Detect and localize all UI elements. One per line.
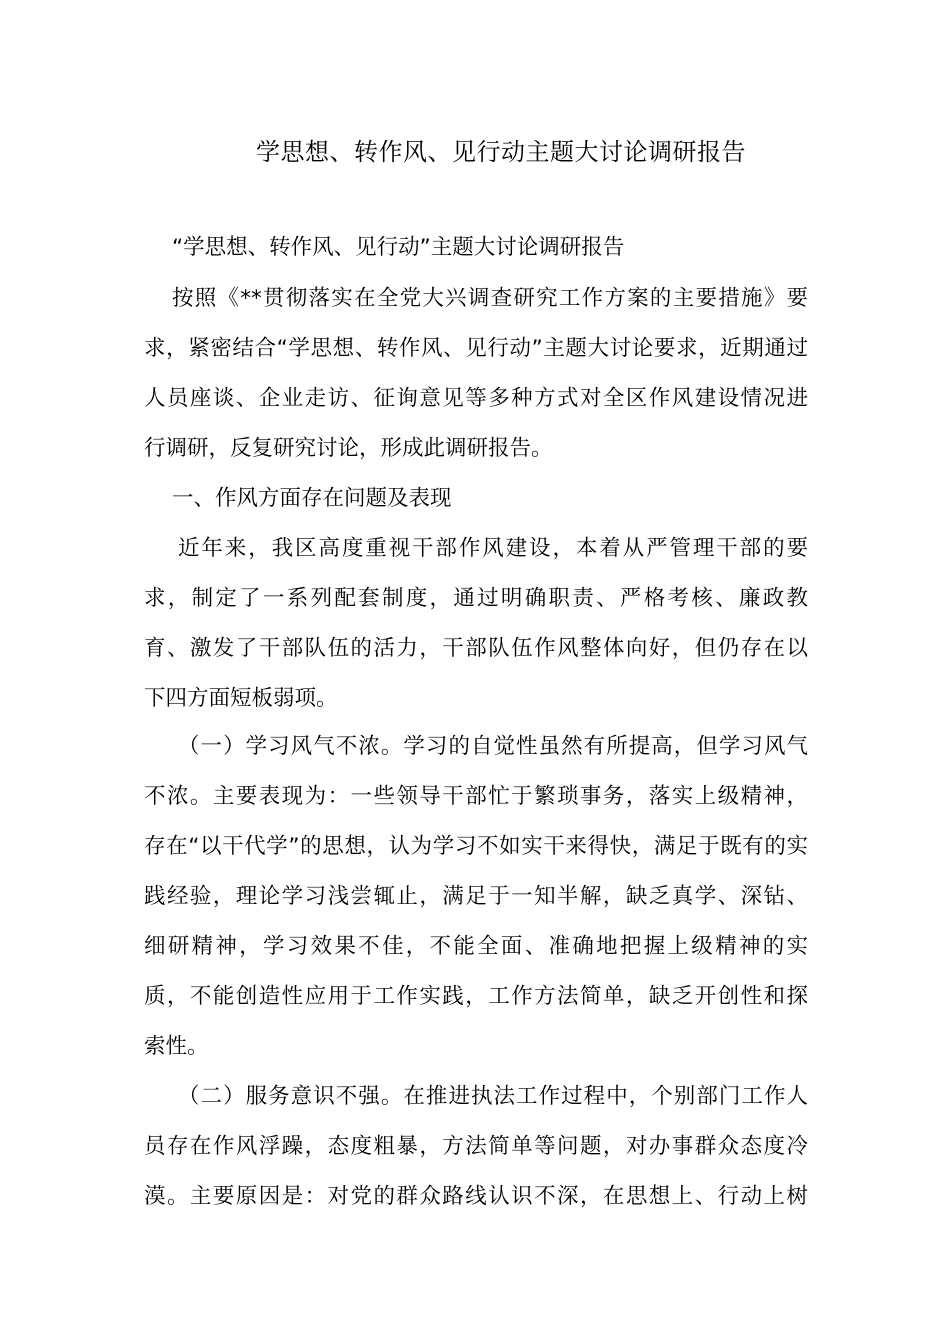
paragraph-line: 索性。: [144, 1034, 209, 1059]
section-heading: 一、作风方面存在问题及表现: [172, 486, 452, 511]
paragraph-line: 不浓。主要表现为：一些领导干部忙于繁琐事务，落实上级精神，: [144, 784, 808, 809]
subtitle-line: “学思想、转作风、见行动”主题大讨论调研报告: [172, 235, 625, 260]
paragraph-line: 行调研，反复研究讨论，形成此调研报告。: [144, 436, 553, 461]
paragraph-line: （一）学习风气不浓。学习的自觉性虽然有所提高，但学习风气: [178, 734, 808, 759]
paragraph-line: 质，不能创造性应用于工作实践，工作方法简单，缺乏开创性和探: [144, 984, 808, 1009]
paragraph-line: 员存在作风浮躁，态度粗暴，方法简单等问题，对办事群众态度冷: [144, 1134, 808, 1159]
paragraph-line: 按照《**贯彻落实在全党大兴调查研究工作方案的主要措施》要: [172, 286, 808, 311]
paragraph-line: 下四方面短板弱项。: [144, 686, 338, 711]
paragraph-line: 求，紧密结合“学思想、转作风、见行动”主题大讨论要求，近期通过: [144, 336, 808, 361]
paragraph-line: 践经验，理论学习浅尝辄止，满足于一知半解，缺乏真学、深钻、: [144, 884, 808, 909]
paragraph-line: 细研精神，学习效果不佳，不能全面、准确地把握上级精神的实: [144, 934, 808, 959]
paragraph-line: 存在“以干代学”的思想，认为学习不如实干来得快，满足于既有的实: [144, 834, 808, 859]
paragraph-line: 近年来，我区高度重视干部作风建设，本着从严管理干部的要: [178, 536, 808, 561]
paragraph-line: 育、激发了干部队伍的活力，干部队伍作风整体向好，但仍存在以: [144, 636, 808, 661]
paragraph-line: 漠。主要原因是：对党的群众路线认识不深，在思想上、行动上树: [144, 1184, 808, 1209]
paragraph-line: 求，制定了一系列配套制度，通过明确职责、严格考核、廉政教: [144, 586, 808, 611]
document-title: 学思想、转作风、见行动主题大讨论调研报告: [256, 138, 746, 166]
paragraph-line: （二）服务意识不强。在推进执法工作过程中，个别部门工作人: [178, 1084, 808, 1109]
paragraph-line: 人员座谈、企业走访、征询意见等多种方式对全区作风建设情况进: [144, 386, 808, 411]
